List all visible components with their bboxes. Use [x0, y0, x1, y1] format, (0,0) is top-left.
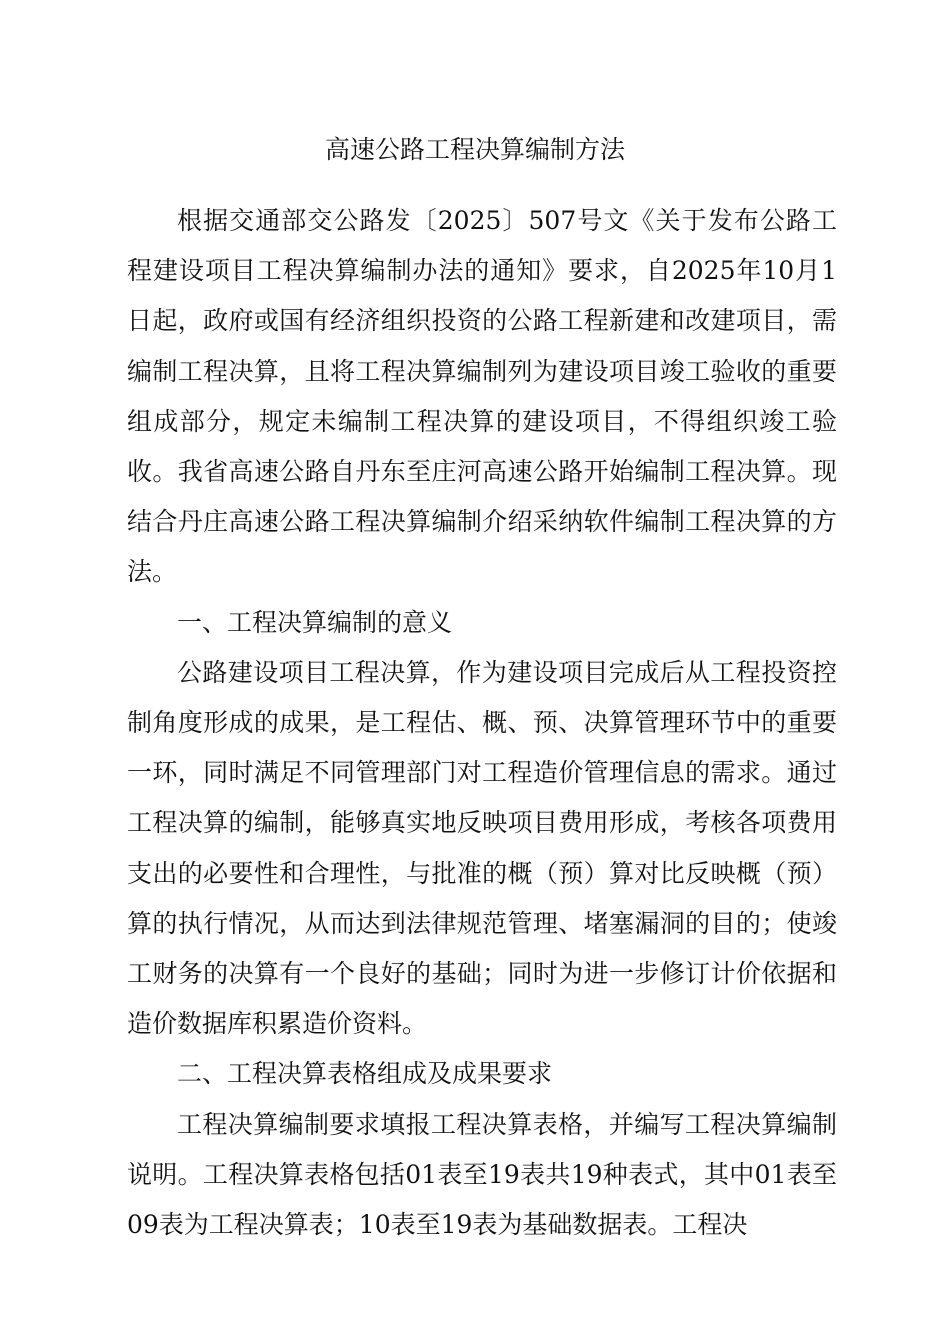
document-body [127, 196, 837, 1250]
section-heading-2: 二、工程决算表格组成及成果要求 [177, 1059, 553, 1089]
section-heading-1: 一、工程决算编制的意义 [177, 607, 453, 637]
paragraph-tables: 工程决算编制要求填报工程决算表格，并编写工程决算编制说明。工程决算表格包括01表至19表共19种表式，其中01表至09表为工程决算表；10表至19表为基础数据表。工程决 [127, 1109, 837, 1240]
paragraph-significance: 公路建设项目工程决算，作为建设项目完成后从工程投资控制角度形成的成果，是工程估、概、预、决算管理环节中的重要一环，同时满足不同管理部门对工程造价管理信息的需求。通过工程决算的编制，能够真实地反映项目费用形成，考核各项费用支出的必要性和合理性，与批准的概（预）算对比反映概（预）算的执行情况，从而达到法律规范管理、堵塞漏洞的目的；使竣工财务的决算有一个良好的基础；同时为进一步修订计价依据和造价数据库积累造价资料。 [127, 657, 837, 1039]
paragraph-intro: 根据交通部交公路发〔2025〕507号文《关于发布公路工程建设项目工程决算编制办法的通知》要求，自2025年10月1日起，政府或国有经济组织投资的公路工程新建和改建项目，需编制工程决算，且将工程决算编制列为建设项目竣工验收的重要组成部分，规定未编制工程决算的建设项目，不得组织竣工验收。我省高速公路自丹东至庄河高速公路开始编制工程决算。现结合丹庄高速公路工程决算编制介绍采纳软件编制工程决算的方法。 [127, 206, 837, 587]
document-title: 高速公路工程决算编制方法 [324, 135, 625, 164]
